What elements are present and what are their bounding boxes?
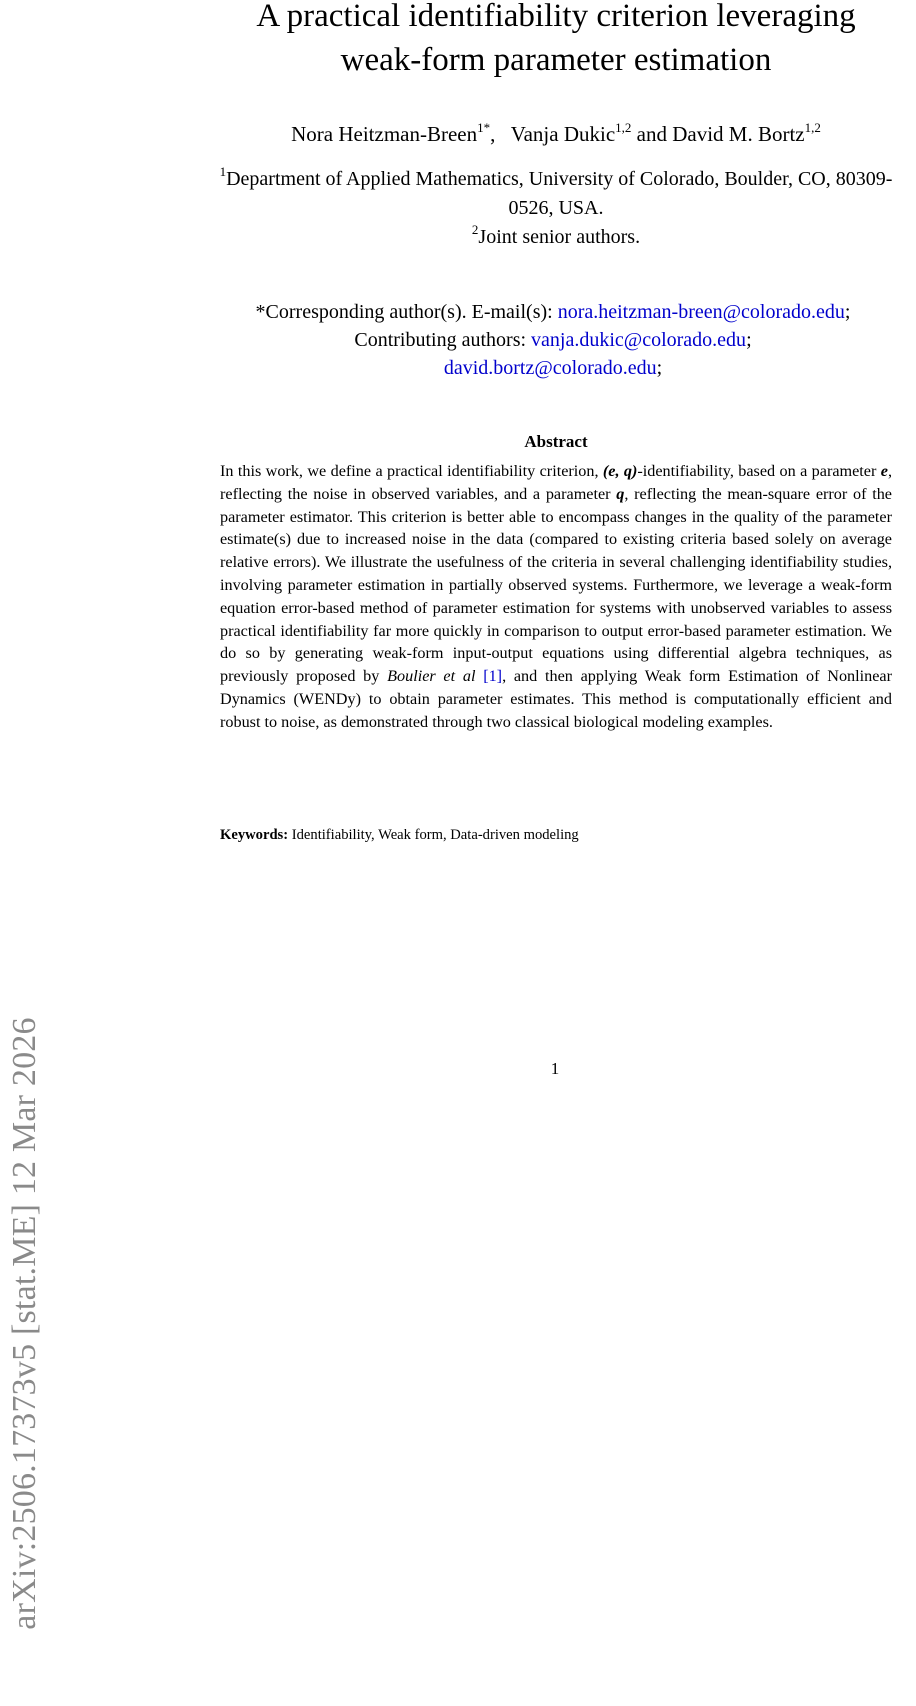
- citation-author: Boulier et al: [387, 667, 476, 686]
- citation-link[interactable]: [1]: [483, 667, 503, 686]
- contributing-email-link[interactable]: vanja.dukic@colorado.edu: [531, 329, 747, 351]
- corresponding-label: *Corresponding author(s). E-mail(s):: [255, 301, 553, 323]
- author-separator: ,: [490, 122, 496, 146]
- affiliation-text: Joint senior authors.: [478, 226, 641, 248]
- separator: ;: [656, 357, 663, 379]
- contact-block: [190, 298, 916, 382]
- corresponding-email-link[interactable]: nora.heitzman-breen@colorado.edu: [557, 301, 845, 323]
- abstract-text: , reflecting the mean-square error of the parameter estimator. This criterion is better able to encompass changes in the quality of the parameter estimate(s) due to increased noise in the data (compared to existing criteria based solely on average relative errors). We illustrate the usefulness of the criteria in several challenging identifiability studies, involving parameter estimation in partially observed systems. Furthermore, we leverage a weak-form equation error-based method of parameter estimation for systems with unobserved variables to assess practical identifiability far more quickly in comparison to output error-based parameter estimation. We do so by generating weak-form input-output equations using differential algebra techniques, as previously proposed by: [220, 484, 892, 686]
- author-name: Nora Heitzman-Breen: [291, 122, 478, 146]
- author-superscript: 1,2: [615, 120, 632, 135]
- math-inline: e: [880, 462, 888, 480]
- abstract-body: [220, 460, 892, 734]
- paper-title: A practical identifiability criterion leveraging weak-form parameter estimation: [256, 0, 856, 78]
- affiliation-1: [200, 165, 912, 223]
- contributing-label: Contributing authors:: [354, 329, 527, 351]
- separator: ;: [844, 301, 851, 323]
- abstract-text: , and then applying Weak form Estimation of Nonlinear Dynamics (WENDy) to obtain parameter estimates. This method is computationally efficient and robust to noise, as demonstrated through two classical biological modeling examples.: [220, 667, 892, 731]
- affiliation-superscript: 1: [219, 164, 227, 179]
- affiliation-superscript: 2: [471, 222, 479, 237]
- abstract-text: -identifiability, based on a parameter: [637, 462, 881, 480]
- keywords-text: Identifiability, Weak form, Data-driven modeling: [291, 827, 579, 843]
- contributing-email-link[interactable]: david.bortz@colorado.edu: [443, 357, 657, 379]
- affiliation-text: Department of Applied Mathematics, University of Colorado, Boulder, CO, 80309-0526, USA.: [226, 168, 893, 219]
- author-separator: and: [636, 122, 667, 146]
- author-name: David M. Bortz: [672, 122, 805, 146]
- page-number: 1: [550, 1059, 560, 1078]
- author-superscript: 1,2: [804, 120, 821, 135]
- corresponding-line: [190, 298, 916, 326]
- arxiv-stamp-text: arXiv:2506.17373v5 [stat.ME] 12 Mar 2026: [6, 1017, 43, 1630]
- author-name: Vanja Dukic: [510, 122, 616, 146]
- keywords: [220, 824, 892, 846]
- affiliation-2: [200, 223, 912, 252]
- abstract-text: , reflecting the noise in observed variables, and a parameter: [220, 462, 892, 503]
- contributing-line: [190, 326, 916, 354]
- keywords-label: Keywords:: [220, 827, 289, 843]
- separator: ;: [746, 329, 752, 351]
- author-superscript: 1*: [477, 120, 491, 135]
- arxiv-stamp: [6, 210, 43, 1630]
- math-inline: (e, q): [602, 462, 638, 480]
- abstract-text: In this work, we define a practical identifiability criterion,: [220, 462, 603, 480]
- contributing-line: [190, 354, 916, 382]
- affiliations: [200, 165, 912, 252]
- math-inline: q: [616, 484, 625, 503]
- abstract-heading: Abstract: [524, 432, 588, 451]
- author-list: [200, 120, 912, 148]
